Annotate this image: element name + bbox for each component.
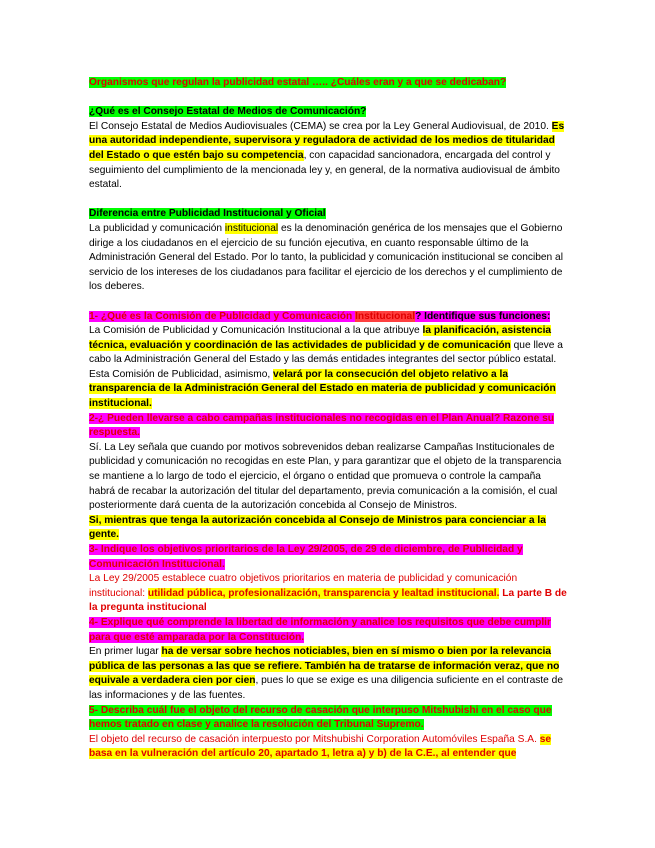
diferencia-heading: Diferencia entre Publicidad Institucional y Oficial <box>89 208 326 220</box>
question-5-answer: El objeto del recurso de casación interpuesto por Mitshubishi Corporation Automóviles España S.A. se basa en la vulneración del artículo 20, apartado 1, letra a) y b) de la C.E., al entender que <box>89 733 552 760</box>
question-4-answer: En primer lugar ha de versar sobre hechos noticiables, bien en sí mismo o bien por la relevancia pública de las personas a las que se refiere. También ha de tratarse de información veraz, que no equivale a verdadera cien por cien, pues lo que se exige es una diligencia suficiente en el contraste de las informaciones y de las fuentes. <box>89 646 564 701</box>
cema-heading: ¿Qué es el Consejo Estatal de Medios de Comunicación? <box>89 106 367 118</box>
document-body <box>89 76 567 762</box>
cema-paragraph: El Consejo Estatal de Medios Audiovisuales (CEMA) se crea por la Ley General Audiovisual, de 2010. Es una autoridad independiente, supervisora y reguladora de actividad de los medios de titularidad del Estado o que estén bajo su competencia, con capacidad sancionadora, encargada del control y seguimiento del cumplimiento de la mencionada ley y, en general, de la normativa audiovisual de ámbito estatal. <box>89 120 565 191</box>
diferencia-highlight: institucional <box>224 222 279 234</box>
question-2-answer: Sí. La Ley señala que cuando por motivos sobrevenidos deban realizarse Campañas Institucionales de publicidad y comunicación no recogidas en este Plan, y para garantizar que el objeto de la transparencia se mantiene a lo largo de todo el ejercicio, el órgano o entidad que promueva o controle la campaña habrá de recabar la autorización del titular del departamento, previa comunicación a la comisión, el cual posteriormente dará cuenta de la autorización concebida al Consejo de Ministros. <box>89 441 562 512</box>
question-4-heading: 4- Explique qué comprende la libertad de información y analice los requisitos que debe cumplir para que esté amparada por la Constitución. <box>89 616 551 643</box>
question-2-heading: 2-¿ Pueden llevarse a cabo campañas institucionales no recogidas en el Plan Anual? Razone su respuesta. <box>89 412 554 439</box>
diferencia-paragraph: La publicidad y comunicación institucional es la denominación genérica de los mensajes que el Gobierno dirige a los ciudadanos en el ejercicio de su función ejecutiva, en cuanto responsable último de la Administración General del Estado. Por lo tanto, la publicidad y comunicación institucional se conciben al servicio de los intereses de los ciudadanos para facilitar el ejercicio de los derechos y el cumplimiento de los deberes. <box>89 222 563 293</box>
question-5-heading: 5- Describa cuál fue el objeto del recurso de casación que interpuso Mitshubishi en el caso que hemos tratado en clase y analice la resolución del Tribunal Supremo. <box>89 704 552 731</box>
question-1-answer: La Comisión de Publicidad y Comunicación Institucional a la que atribuye la planificación, asistencia técnica, evaluación y coordinación de las actividades de publicidad y de comunicación que lleve a cabo la Administración General del Estado y las demás entidades integrantes del sector público estatal. Esta Comisión de Publicidad, asimismo, velará por la consecución del objeto relativo a la transparencia de la Administración General del Estado en materia de publicidad y comunicación institucional. <box>89 325 563 410</box>
title-highlight: Organismos que regulan la publicidad estatal ….. ¿Cuáles eran y a que se dedicaban? <box>89 77 507 88</box>
question-3-answer: La Ley 29/2005 establece cuatro objetivos prioritarios en materia de publicidad y comunicación institucional: utilidad pública, profesionalización, transparencia y lealtad institucional. La parte B de la pregunta institucional <box>89 573 567 614</box>
cema-highlight: Es una autoridad independiente, supervisora y reguladora de actividad de los medios de titularidad del Estado o que estén bajo su competencia <box>89 120 565 161</box>
question-3-heading: 3- Indique los objetivos prioritarios de la Ley 29/2005, de 29 de diciembre, de Publicidad y Comunicación Institucional. <box>89 544 523 570</box>
question-2-highlight: Si, mientras que tenga la autorización concebida al Consejo de Ministros para concienciar a la gente. <box>89 514 546 541</box>
document-title <box>89 76 567 91</box>
question-1-heading: 1- ¿Qué es la Comisión de Publicidad y Comunicación Institucional? Identifique sus funciones: <box>89 310 551 322</box>
